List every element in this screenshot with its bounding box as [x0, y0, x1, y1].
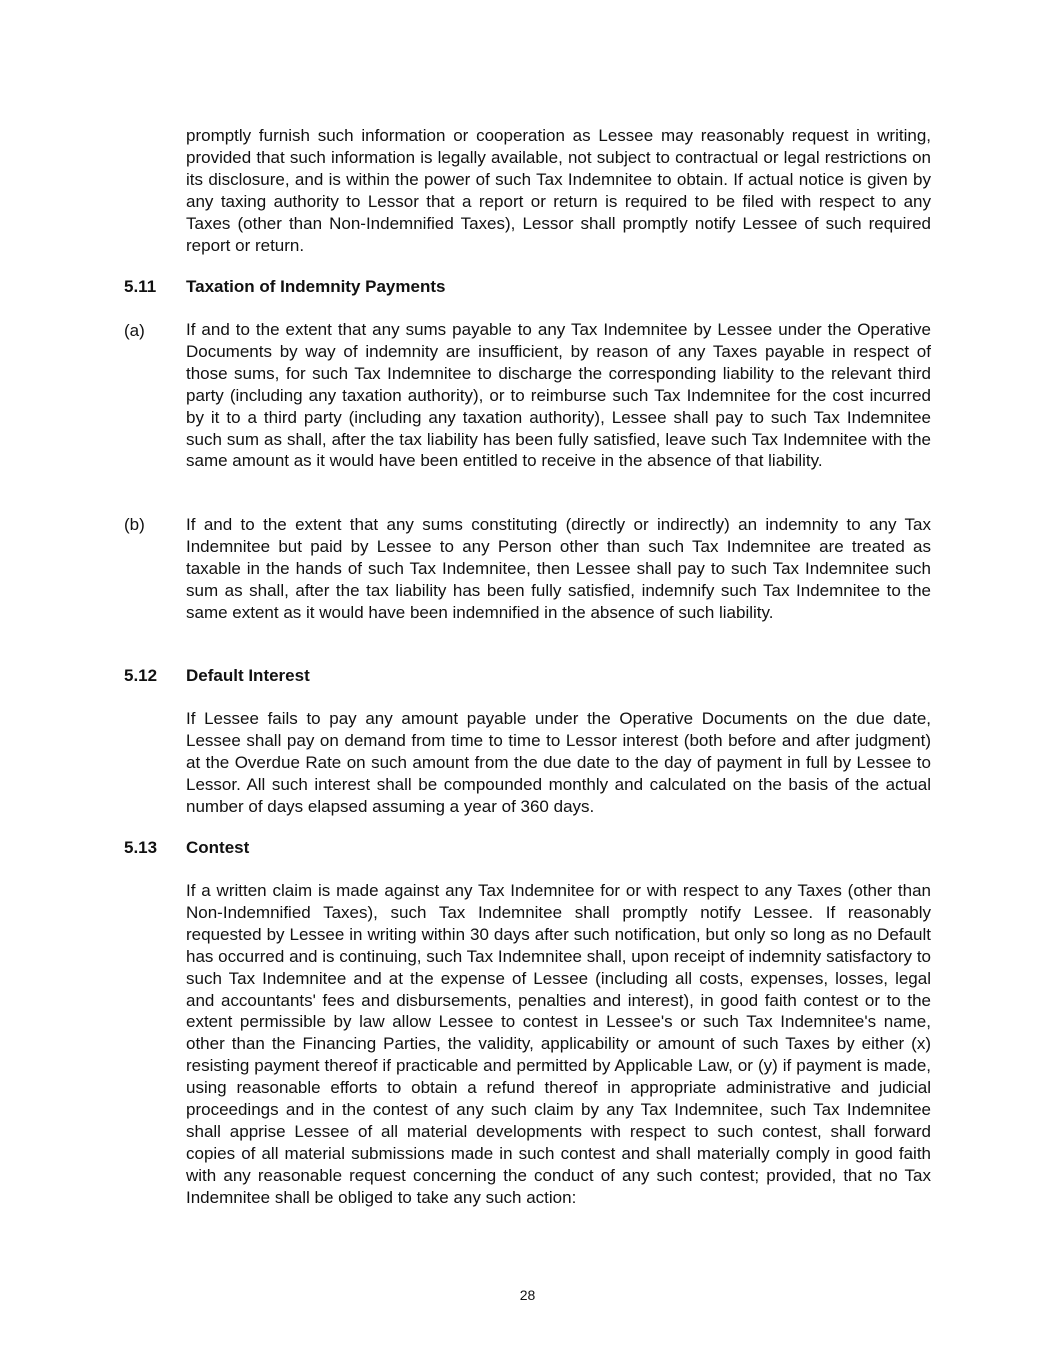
section-5-12-paragraph: If Lessee fails to pay any amount payable under the Operative Documents on the due date, Lessee shall pay on demand from time to time to Lessor interest (both before and after judgment) at the Overdue Rate on such amount from the due date to the day of payment in full by Lessee to Lessor. All such interest shall be compounded monthly and calculated on the basis of the actual number of days elapsed assuming a year of 360 days.: [186, 709, 931, 816]
section-title: Default Interest: [186, 666, 310, 685]
item-b-paragraph: If and to the extent that any sums constituting (directly or indirectly) an indemnity to any Tax Indemnitee but paid by Lessee to any Person other than such Tax Indemnitee are treated as taxable in the hands of such Tax Indemnitee, then Lessee shall pay to such Tax Indemnitee such sum as shall, after the tax liability has been fully satisfied, indemnify such Tax Indemnitee to the same extent as it would have been indemnified in the absence of such liability.: [186, 515, 931, 622]
section-5-13-paragraph: If a written claim is made against any Tax Indemnitee for or with respect to any Taxes (other than Non-Indemnified Taxes), such Tax Indemnitee shall promptly notify Lessee. If reasonably requested by Lessee in writing within 30 days after such notification, but only so long as no Default has occurred and is continuing, such Tax Indemnitee shall, upon receipt of indemnity satisfactory to such Tax Indemnitee and at the expense of Lessee (including all costs, expenses, losses, legal and accountants' fees and disbursements, penalties and interest), in good faith contest or to the extent permissible by law allow Lessee to contest in Lessee's or such Tax Indemnitee's name, other than the Financing Parties, the validity, applicability or amount of such Taxes by either (x) resisting payment thereof if practicable and permitted by Applicable Law, or (y) if payment is made, using reasonable efforts to obtain a refund thereof in appropriate administrative and judicial proceedings and in the contest of any such claim by any Tax Indemnitee, such Tax Indemnitee shall apprise Lessee of all material developments with respect to such contest, shall forward copies of all material submissions made in such contest and shall materially comply in good faith with any reasonable request concerning the conduct of any such contest; provided, that no Tax Indemnitee shall be obliged to take any such action:: [186, 881, 931, 1207]
item-a-paragraph: If and to the extent that any sums payable to any Tax Indemnitee by Lessee under the Operative Documents by way of indemnity are insufficient, by reason of any Taxes payable in respect of those sums, for such Tax Indemnitee to discharge the corresponding liability to the relevant third party (including any taxation authority), or to reimburse such Tax Indemnitee for the cost incurred by it to a third party (including any taxation authority), Lessee shall pay to such Tax Indemnitee such sum as shall, after the tax liability has been fully satisfied, leave such Tax Indemnitee with the same amount as it would have been entitled to receive in the absence of that liability.: [186, 320, 931, 471]
page-number: 28: [519, 1287, 536, 1303]
section-number: 5.12: [124, 666, 158, 685]
item-label-a: (a): [124, 321, 145, 340]
item-label-b: (b): [124, 515, 145, 534]
section-number: 5.11: [124, 277, 157, 296]
section-title: Contest: [186, 838, 250, 857]
intro-paragraph: promptly furnish such information or cooperation as Lessee may reasonably request in writing, provided that such information is legally available, not subject to contractual or legal restrictions on its disclosure, and is within the power of such Tax Indemnitee to obtain. If actual notice is given by any taxing authority to Lessor that a report or return is required to be filed with respect to any Taxes (other than Non-Indemnified Taxes), Lessor shall promptly notify Lessee of such required report or return.: [186, 126, 931, 255]
section-number: 5.13: [124, 838, 158, 857]
section-title: Taxation of Indemnity Payments: [186, 277, 446, 296]
